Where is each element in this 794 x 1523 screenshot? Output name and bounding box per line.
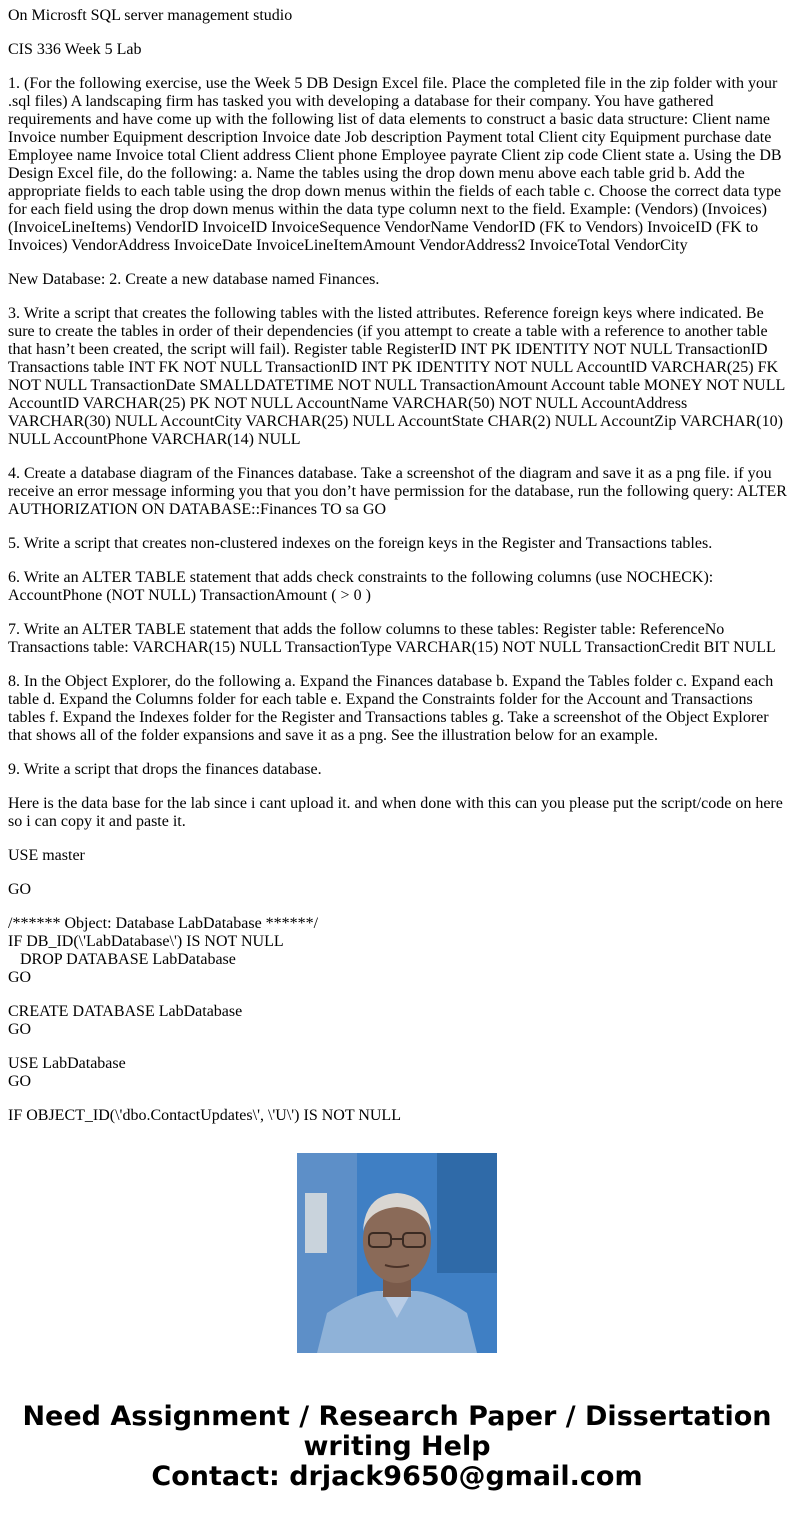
code-line: GO bbox=[8, 881, 32, 898]
person-photo-icon bbox=[297, 1153, 497, 1353]
paragraph-5: 5. Write a script that creates non-clustered indexes on the foreign keys in the Register and Transactions tables. bbox=[8, 535, 713, 552]
paragraph-9: 9. Write a script that drops the finances database. bbox=[8, 761, 322, 778]
doc-title: On Microsft SQL server management studio bbox=[8, 7, 293, 24]
request-note: Here is the data base for the lab since i cant upload it. and when done with this can you please put the script/code on here so i can copy it and paste it. bbox=[8, 795, 787, 830]
code-block: USE LabDatabase GO bbox=[8, 1055, 126, 1090]
paragraph-6: 6. Write an ALTER TABLE statement that adds check constraints to the following columns (use NOCHECK): AccountPhone (NOT NULL) TransactionAmount ( > 0 ) bbox=[8, 569, 717, 604]
code-line: USE master bbox=[8, 847, 85, 864]
promo-line: writing Help bbox=[303, 1431, 491, 1462]
code-block: /****** Object: Database LabDatabase ******/ IF DB_ID(\'LabDatabase\') IS NOT NULL DROP DATABASE LabDatabase GO bbox=[8, 915, 319, 986]
paragraph-8: 8. In the Object Explorer, do the following a. Expand the Finances database b. Expand the Tables folder c. Expand each table d. Expand the Columns folder for each table e. Expand the Constraints folder for the Account and Transactions tables f. Expand the Indexes folder for the Register and Transactions tables g. Take a screenshot of the Object Explorer that shows all of the folder expansions and save it as a png. See the illustration below for an example. bbox=[8, 673, 778, 744]
code-block: CREATE DATABASE LabDatabase GO bbox=[8, 1003, 243, 1038]
paragraph-3: 3. Write a script that creates the following tables with the listed attributes. Reference foreign keys where indicated. Be sure to create the tables in order of their dependencies (if you attempt to create a table with a reference to another table that hasn’t been created, the script will fail). Register table RegisterID INT PK IDENTITY NOT NULL TransactionID Transactions table INT FK NOT NULL TransactionID INT PK IDENTITY NOT NULL AccountID VARCHAR(25) FK NOT NULL TransactionDate SMALLDATETIME NOT NULL TransactionAmount Account table MONEY NOT NULL AccountID VARCHAR(25) PK NOT NULL AccountName VARCHAR(50) NOT NULL AccountAddress VARCHAR(30) NULL AccountCity VARCHAR(25) NULL AccountState CHAR(2) NULL AccountZip VARCHAR(10) NULL AccountPhone VARCHAR(14) NULL bbox=[8, 305, 788, 448]
paragraph-2: New Database: 2. Create a new database named Finances. bbox=[8, 271, 380, 288]
paragraph-1: 1. (For the following exercise, use the Week 5 DB Design Excel file. Place the completed file in the zip folder with your .sql files) A landscaping firm has tasked you with developing a database for their company. You have gathered requirements and have come up with the following list of data elements to construct a basic data structure: Client name Invoice number Equipment description Invoice date Job description Payment total Client city Equipment purchase date Employee name Invoice total Client address Client phone Employee payrate Client zip code Client state a. Using the DB Design Excel file, do the following: a. Name the tables using the drop down menu above each table grid b. Add the appropriate fields to each table using the drop down menus within the fields of each table c. Choose the correct data type for each field using the drop down menus within the data type column next to the field. Example: (Vendors) (Invoices) (InvoiceLineItems) VendorID InvoiceID InvoiceSequence VendorName VendorID (FK to Vendors) InvoiceID (FK to Invoices) VendorAddress InvoiceDate InvoiceLineItemAmount VendorAddress2 InvoiceTotal VendorCity bbox=[8, 75, 786, 254]
promo-contact: Contact: drjack9650@gmail.com bbox=[151, 1461, 643, 1492]
promo-banner bbox=[0, 1402, 794, 1492]
document-body bbox=[8, 0, 791, 1124]
paragraph-4: 4. Create a database diagram of the Finances database. Take a screenshot of the diagram and save it as a png file. if you receive an error message informing you that you don’t have permission for the database, run the following query: ALTER AUTHORIZATION ON DATABASE::Finances TO sa GO bbox=[8, 465, 791, 518]
lab-heading: CIS 336 Week 5 Lab bbox=[8, 41, 142, 58]
avatar bbox=[297, 1153, 497, 1353]
promo-line: Need Assignment / Research Paper / Dissertation bbox=[22, 1401, 772, 1432]
paragraph-7: 7. Write an ALTER TABLE statement that adds the follow columns to these tables: Register table: ReferenceNo Transactions table: VARCHAR(15) NULL TransactionType VARCHAR(15) NOT NULL TransactionCredit BIT NULL bbox=[8, 621, 776, 656]
code-line: IF OBJECT_ID(\'dbo.ContactUpdates\', \'U\') IS NOT NULL bbox=[8, 1107, 401, 1124]
